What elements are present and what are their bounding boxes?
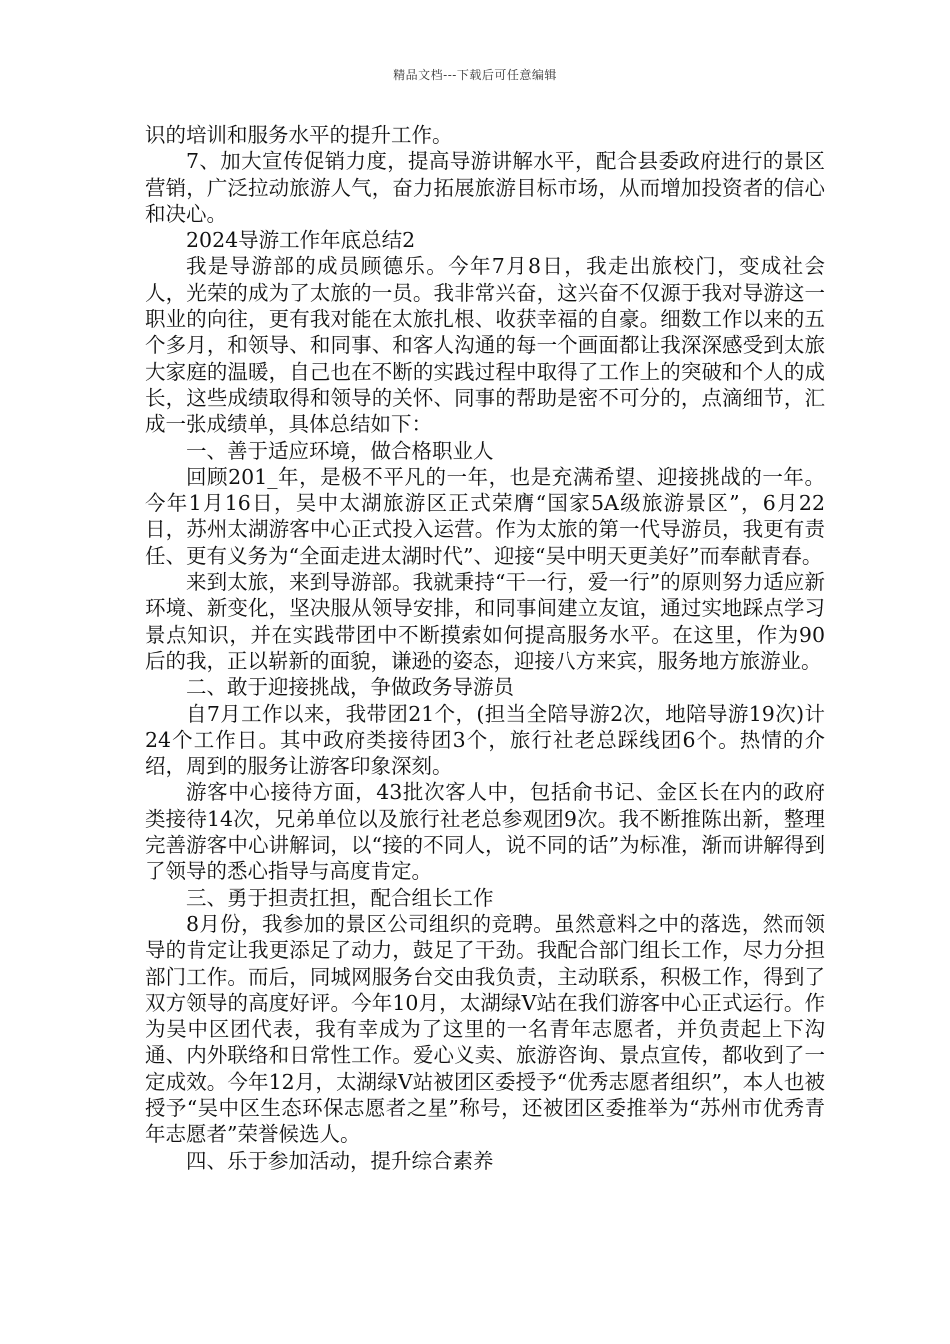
paragraph: 8月份，我参加的景区公司组织的竞聘。虽然意料之中的落选，然而领导的肯定让我更添足了动力，鼓足了干劲。我配合部门组长工作，尽力分担部门工作。而后，同城网服务台交由我负责，主动联系，积极工作，得到了双方领导的高度好评。今年10月，太湖绿V站在我们游客中心正式运行。作为吴中区团代表，我有幸成为了这里的一名青年志愿者，并负责起上下沟通、内外联络和日常性工作。爱心义卖、旅游咨询、景点宣传，都收到了一定成效。今年12月，太湖绿Ⅴ站被团区委授予“优秀志愿者组织”，本人也被授予“吴中区生态环保志愿者之星”称号，还被团区委推举为“苏州市优秀青年志愿者”荣誉候选人。 <box>145 911 825 1147</box>
paragraph: 识的培训和服务水平的提升工作。 <box>145 123 453 147</box>
paragraph: 自7月工作以来，我带团21个，(担当全陪导游2次，地陪导游19次)计24个工作日。其中政府类接待团3个，旅行社老总踩线团6个。热情的介绍，周到的服务让游客印象深刻。 <box>145 701 825 779</box>
section-heading: 三、勇于担责扛担，配合组长工作 <box>186 885 494 910</box>
paragraph: 7、加大宣传促销力度，提高导游讲解水平，配合县委政府进行的景区营销，广泛拉动旅游人气，奋力拓展旅游目标市场，从而增加投资者的信心和决心。 <box>145 149 825 226</box>
section-heading: 四、乐于参加活动，提升综合素养 <box>186 1148 494 1173</box>
section-heading: 2024导游工作年底总结2 <box>186 228 416 253</box>
section-heading: 二、敢于迎接挑战，争做政务导游员 <box>186 675 514 700</box>
paragraph: 我是导游部的成员顾德乐。今年7月8日，我走出旅校门，变成社会人，光荣的成为了太旅的一员。我非常兴奋，这兴奋不仅源于我对导游这一职业的向往，更有我对能在太旅扎根、收获幸福的自豪。细数工作以来的五个多月，和领导、和同事、和客人沟通的每一个画面都让我深深感受到太旅大家庭的温暖，自己也在不断的实践过程中取得了工作上的突破和个人的成长，这些成绩取得和领导的关怀、同事的帮助是密不可分的，点滴细节，汇成一张成绩单，具体总结如下： <box>145 254 825 437</box>
paragraph: 游客中心接待方面，43批次客人中，包括俞书记、金区长在内的政府类接待14次，兄弟单位以及旅行社老总参观团9次。我不断推陈出新，整理完善游客中心讲解词，以“接的不同人，说不同的话”为标准，渐而讲解得到了领导的悉心指导与高度肯定。 <box>145 780 825 884</box>
page-header: 精品文档---下载后可任意编辑 <box>393 68 557 82</box>
paragraph: 回顾201_年，是极不平凡的一年，也是充满希望、迎接挑战的一年。今年1月16日，吴中太湖旅游区正式荣膺“国家5A级旅游景区”，6月22日，苏州太湖游客中心正式投入运营。作为太旅的第一代导游员，我更有责任、更有义务为“全面走进太湖时代”、迎接“吴中明天更美好”而奉献青春。 <box>145 464 825 568</box>
paragraph: 来到太旅，来到导游部。我就秉持“干一行，爱一行”的原则努力适应新环境、新变化，坚决服从领导安排，和同事间建立友谊，通过实地踩点学习景点知识，并在实践带团中不断摸索如何提高服务水平。在这里，作为90后的我，正以崭新的面貌，谦逊的姿态，迎接八方来宾，服务地方旅游业。 <box>145 570 825 673</box>
section-heading: 一、善于适应环境，做合格职业人 <box>186 438 494 463</box>
document-body <box>145 122 825 1174</box>
